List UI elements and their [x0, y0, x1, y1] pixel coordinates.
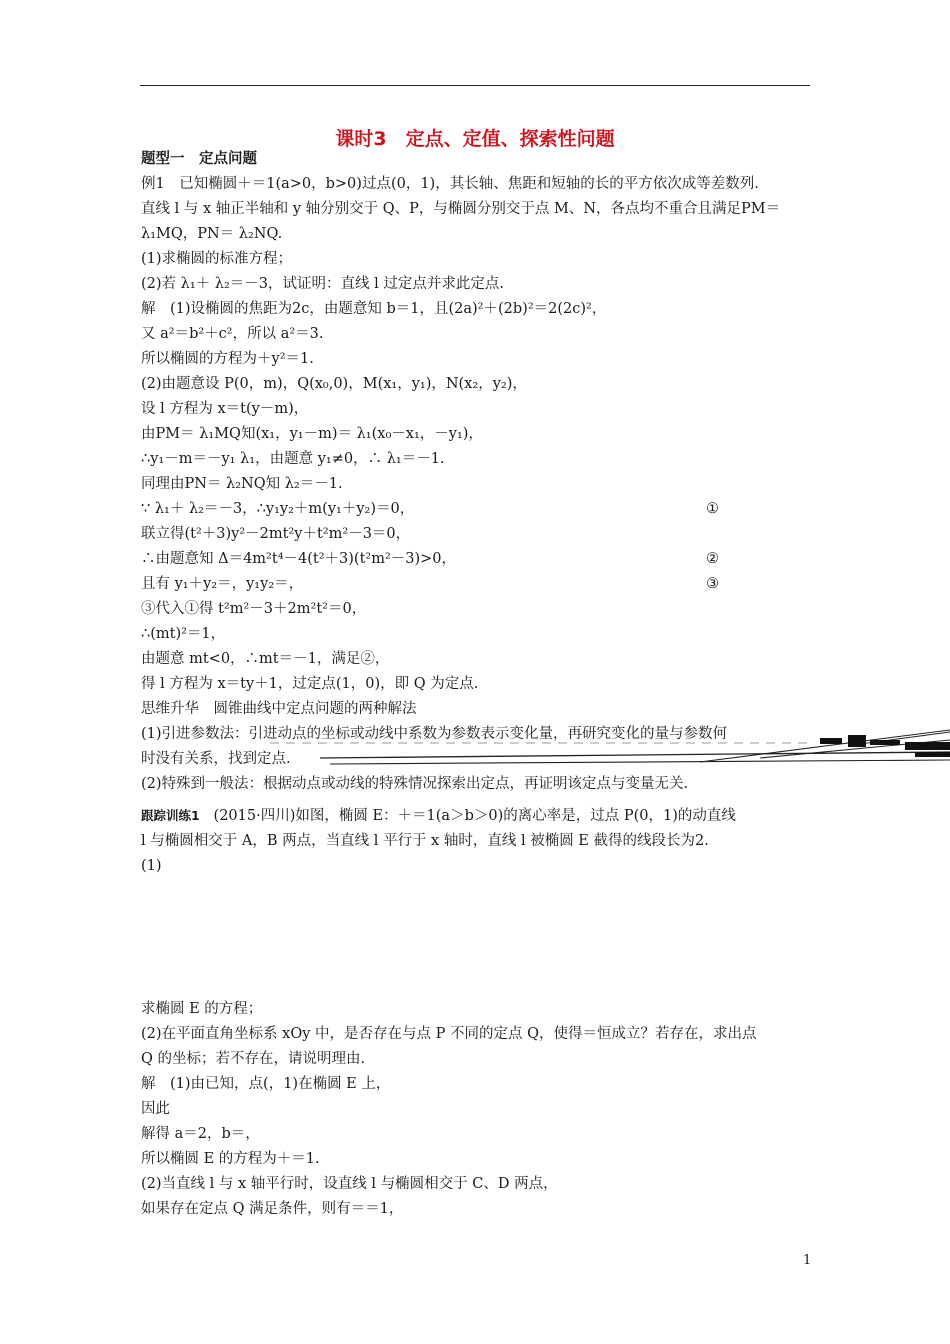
- text-line: 由题意 mt<0，∴mt＝－1，满足②，: [141, 651, 390, 667]
- text-line: l 与椭圆相交于 A，B 两点，当直线 l 平行于 x 轴时，直线 l 被椭圆 E 截得的线段长为2.: [141, 833, 709, 849]
- text-line: 又 a²＝b²＋c²，所以 a²＝3.: [141, 326, 324, 342]
- practice-label: 跟踪训练1: [141, 808, 200, 823]
- equation-marker: ③: [706, 576, 719, 592]
- text-line: 因此: [141, 1101, 170, 1117]
- text-line: (1)引进参数法：引进动点的坐标或动线中系数为参数表示变化量，再研究变化的量与参数何: [141, 726, 728, 742]
- text-line: ∵ λ₁＋ λ₂＝－3，∴y₁y₂＋m(y₁＋y₂)＝0，: [141, 501, 415, 517]
- text-line: 思维升华 圆锥曲线中定点问题的两种解法: [141, 701, 417, 717]
- text-line: ∴由题意知 Δ＝4m²t⁴－4(t²＋3)(t²m²－3)>0，: [141, 551, 457, 567]
- text-line: 且有 y₁＋y₂＝，y₁y₂＝，: [141, 576, 304, 592]
- text-line: (2)特殊到一般法：根据动点或动线的特殊情况探索出定点，再证明该定点与变量无关.: [141, 776, 689, 792]
- text-line: 所以椭圆的方程为＋y²＝1.: [141, 351, 314, 367]
- text-line: (2)在平面直角坐标系 xOy 中，是否存在与点 P 不同的定点 Q，使得＝恒成立？若存在，求出点: [141, 1026, 757, 1042]
- text-line: 同理由PN＝ λ₂NQ知 λ₂＝－1.: [141, 476, 343, 492]
- text-line: (2)当直线 l 与 x 轴平行时，设直线 l 与椭圆相交于 C、D 两点，: [141, 1176, 558, 1192]
- text-line: 求椭圆 E 的方程；: [141, 1001, 263, 1017]
- text-line: ∴y₁－m＝－y₁ λ₁，由题意 y₁≠0，∴ λ₁＝－1.: [141, 451, 445, 467]
- text-line: 设 l 方程为 x＝t(y－m)，: [141, 401, 309, 417]
- text-line: 时没有关系，找到定点.: [141, 751, 291, 767]
- text-line: (1): [141, 858, 162, 874]
- text-line: 所以椭圆 E 的方程为＋＝1.: [141, 1151, 320, 1167]
- text-line: (2)由题意设 P(0，m)，Q(x₀,0)，M(x₁，y₁)，N(x₂，y₂)，: [141, 376, 527, 392]
- text-line: 例1 已知椭圆＋＝1(a>0，b>0)过点(0，1)，其长轴、焦距和短轴的长的平方依次成等差数列.: [141, 176, 759, 192]
- page-title: 课时3 定点、定值、探索性问题: [335, 128, 615, 150]
- text-line: ③代入①得 t²m²－3＋2m²t²＝0，: [141, 601, 367, 617]
- scan-artifact: [0, 700, 950, 810]
- practice-text: (2015·四川)如图，椭圆 E：＋＝1(a＞b＞0)的离心率是，过点 P(0，1)的动直线: [213, 808, 736, 824]
- text-line: 得 l 方程为 x＝ty＋1，过定点(1，0)，即 Q 为定点.: [141, 676, 479, 692]
- text-line: 由PM＝ λ₁MQ知(x₁，y₁－m)＝ λ₁(x₀－x₁，－y₁)，: [141, 426, 483, 442]
- text-line: 如果存在定点 Q 满足条件，则有＝＝1，: [141, 1201, 404, 1217]
- equation-marker: ②: [706, 551, 719, 567]
- text-line: 解 (1)设椭圆的焦距为2c，由题意知 b＝1，且(2a)²＋(2b)²＝2(2c)²，: [141, 301, 607, 317]
- text-line: 直线 l 与 x 轴正半轴和 y 轴分别交于 Q、P，与椭圆分别交于点 M、N，各点均不重合且满足PM＝: [141, 201, 781, 217]
- text-line: (1)求椭圆的标准方程；: [141, 251, 293, 267]
- text-line: Q 的坐标；若不存在，请说明理由.: [141, 1051, 366, 1067]
- text-line: ∴(mt)²＝1，: [141, 626, 226, 642]
- text-line: 解得 a＝2，b＝，: [141, 1126, 260, 1142]
- section-heading: 题型一 定点问题: [141, 151, 257, 167]
- text-line: 联立得(t²＋3)y²－2mt²y＋t²m²－3＝0，: [141, 526, 411, 542]
- page-number: 1: [803, 1253, 812, 1268]
- header-rule: [140, 85, 810, 86]
- text-line: 解 (1)由已知，点(，1)在椭圆 E 上，: [141, 1076, 391, 1092]
- equation-marker: ①: [706, 501, 719, 517]
- text-line: (2)若 λ₁＋ λ₂＝－3，试证明：直线 l 过定点并求此定点.: [141, 276, 504, 292]
- text-line: λ₁MQ，PN＝ λ₂NQ.: [141, 226, 283, 242]
